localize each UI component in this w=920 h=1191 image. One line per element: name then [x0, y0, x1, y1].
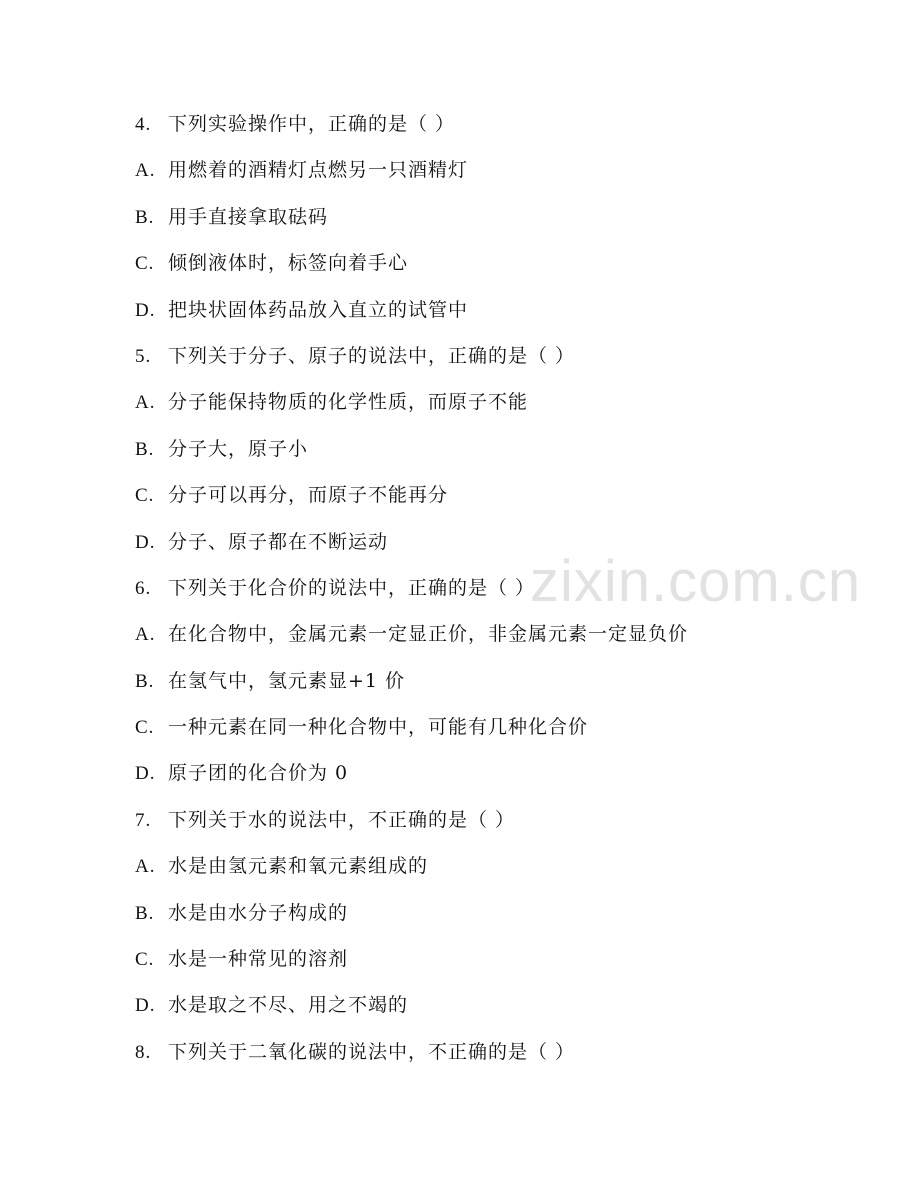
- question-text: 下列关于水的说法中，不正确的是（ ）: [168, 808, 516, 831]
- option-label: D.: [135, 531, 156, 553]
- option: [135, 757, 855, 803]
- question-list: [135, 108, 855, 1082]
- option: [135, 989, 855, 1035]
- question-number: 8.: [135, 1041, 152, 1063]
- option: [135, 201, 855, 247]
- option: [135, 850, 855, 896]
- option-text: 在化合物中，金属元素一定显正价，非金属元素一定显负价: [168, 623, 689, 646]
- option-text: 分子能保持物质的化学性质，而原子不能: [168, 391, 529, 414]
- option: [135, 386, 855, 432]
- question-stem: [135, 1036, 855, 1082]
- question-text: 下列关于化合价的说法中，正确的是（ ）: [168, 576, 536, 599]
- option: [135, 433, 855, 479]
- question-number: 7.: [135, 809, 152, 831]
- option: [135, 526, 855, 572]
- option: [135, 618, 855, 664]
- option: [135, 943, 855, 989]
- option: [135, 247, 855, 293]
- option-text: 水是取之不尽、用之不竭的: [168, 994, 409, 1017]
- option-label: C.: [135, 717, 155, 739]
- question-stem: [135, 340, 855, 386]
- option-text: 分子可以再分，而原子不能再分: [168, 484, 449, 507]
- option-label: A.: [135, 624, 156, 646]
- question-stem: [135, 108, 855, 154]
- option-text: 分子大，原子小: [168, 437, 309, 460]
- option-label: A.: [135, 392, 156, 414]
- question-stem: [135, 572, 855, 618]
- option-text: 分子、原子都在不断运动: [168, 530, 389, 553]
- option-text: 倾倒液体时，标签向着手心: [168, 252, 409, 275]
- option: [135, 665, 855, 711]
- option-label: C.: [135, 485, 155, 507]
- option-label: B.: [135, 438, 155, 460]
- option: [135, 711, 855, 757]
- option: [135, 897, 855, 943]
- option-text: 用燃着的酒精灯点燃另一只酒精灯: [168, 159, 469, 182]
- option-label: C.: [135, 253, 155, 275]
- question-stem: [135, 804, 855, 850]
- option-text: 用手直接拿取砝码: [168, 205, 329, 228]
- option-label: D.: [135, 299, 156, 321]
- option: [135, 294, 855, 340]
- option-text: 把块状固体药品放入直立的试管中: [168, 298, 469, 321]
- option-label: D.: [135, 763, 156, 785]
- option-label: B.: [135, 670, 155, 692]
- option-text: 水是由氢元素和氧元素组成的: [168, 855, 429, 878]
- question-text: 下列关于分子、原子的说法中，正确的是（ ）: [168, 344, 576, 367]
- question-number: 5.: [135, 345, 152, 367]
- option-text: 水是由水分子构成的: [168, 901, 349, 924]
- option-text: 一种元素在同一种化合物中，可能有几种化合价: [168, 716, 589, 739]
- question-number: 6.: [135, 577, 152, 599]
- option-label: B.: [135, 902, 155, 924]
- option: [135, 479, 855, 525]
- question-text: 下列实验操作中，正确的是（ ）: [168, 113, 456, 135]
- option-label: A.: [135, 160, 156, 182]
- option-label: A.: [135, 856, 156, 878]
- option-text: 水是一种常见的溶剂: [168, 948, 349, 971]
- option-text: 在氢气中，氢元素显+1 价: [168, 669, 406, 692]
- question-number: 4.: [135, 114, 152, 135]
- question-text: 下列关于二氧化碳的说法中，不正确的是（ ）: [168, 1040, 576, 1063]
- option-label: C.: [135, 949, 155, 971]
- option: [135, 154, 855, 200]
- watermark: zixin.com.cn: [530, 549, 862, 614]
- option-label: B.: [135, 206, 155, 228]
- option-label: D.: [135, 995, 156, 1017]
- option-text: 原子团的化合价为 0: [168, 762, 349, 785]
